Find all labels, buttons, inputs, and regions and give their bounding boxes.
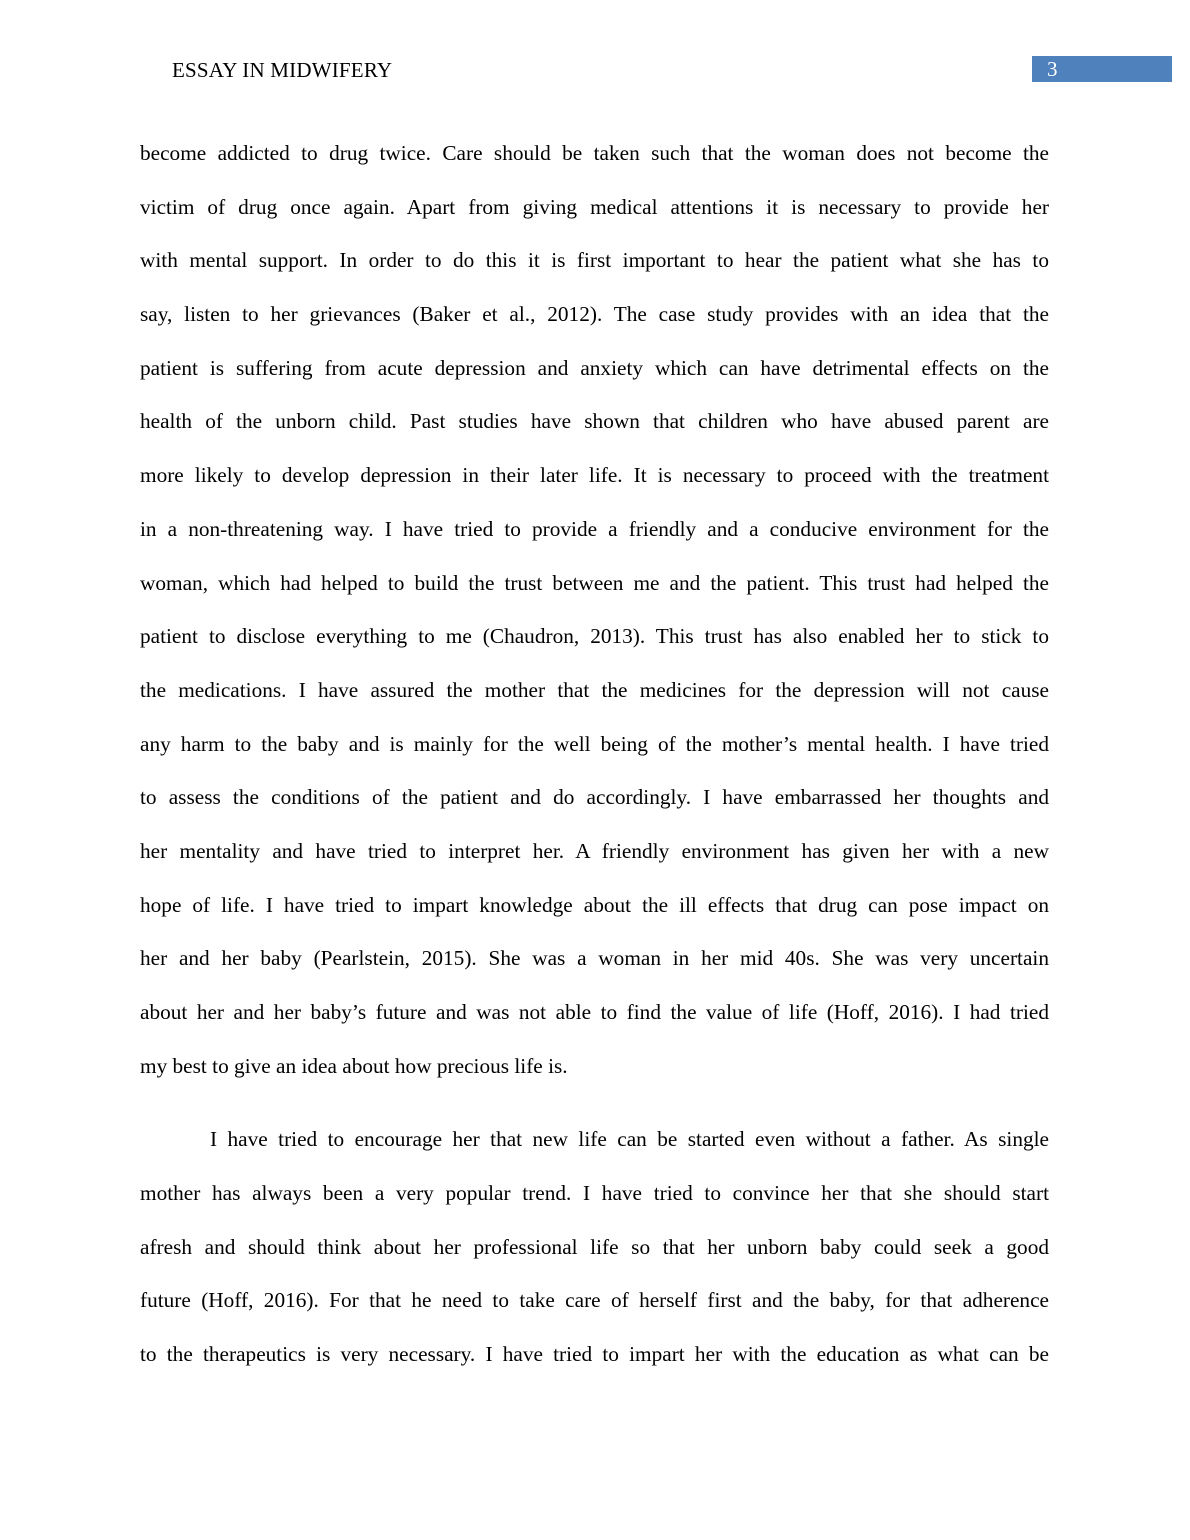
text-line: to assess the conditions of the patient and do accordingly. I have embarrassed her thoughts and <box>140 785 1049 810</box>
text-line: become addicted to drug twice. Care should be taken such that the woman does not become the <box>140 141 1049 165</box>
text-line: health of the unborn child. Past studies have shown that children who have abused parent are <box>140 409 1049 434</box>
text-line: in a non-threatening way. I have tried to provide a friendly and a conducive environment for the <box>140 516 1049 541</box>
text-line: patient to disclose everything to me (Chaudron, 2013). This trust has also enabled her to stick to <box>140 624 1049 649</box>
text-line: hope of life. I have tried to impart knowledge about the ill effects that drug can pose impact on <box>140 892 1049 917</box>
text-line: my best to give an idea about how precious life is. <box>140 1053 568 1078</box>
document-body <box>140 127 1049 1382</box>
paragraph-2 <box>140 1113 1049 1381</box>
text-line: about her and her baby’s future and was not able to find the value of life (Hoff, 2016). I had tried <box>140 1000 1049 1024</box>
text-line: with mental support. In order to do this it is first important to hear the patient what she has to <box>140 248 1049 273</box>
page-header <box>0 56 1190 84</box>
page-number: 3 <box>1047 57 1058 81</box>
text-line: mother has always been a very popular trend. I have tried to convince her that she should start <box>140 1181 1049 1206</box>
text-line: the medications. I have assured the mother that the medicines for the depression will not cause <box>140 677 1049 702</box>
text-line: more likely to develop depression in their later life. It is necessary to proceed with the treatment <box>140 463 1049 488</box>
text-line: patient is suffering from acute depression and anxiety which can have detrimental effects on the <box>140 355 1049 380</box>
text-line: woman, which had helped to build the trust between me and the patient. This trust had helped the <box>140 570 1049 595</box>
text-line: say, listen to her grievances (Baker et al., 2012). The case study provides with an idea that the <box>140 302 1049 327</box>
page-number-box <box>1032 56 1172 82</box>
text-line: future (Hoff, 2016). For that he need to take care of herself first and the baby, for that adherence <box>140 1288 1049 1313</box>
text-line: I have tried to encourage her that new life can be started even without a father. As single <box>210 1127 1049 1152</box>
text-line: to the therapeutics is very necessary. I have tried to impart her with the education as what can be <box>140 1342 1049 1367</box>
text-line: any harm to the baby and is mainly for the well being of the mother’s mental health. I have tried <box>140 731 1049 756</box>
text-line: victim of drug once again. Apart from giving medical attentions it is necessary to provide her <box>140 194 1049 219</box>
text-line: her mentality and have tried to interpret her. A friendly environment has given her with a new <box>140 838 1049 863</box>
paragraph-1 <box>140 127 1049 1093</box>
text-line: her and her baby (Pearlstein, 2015). She was a woman in her mid 40s. She was very uncertain <box>140 946 1049 971</box>
running-head: ESSAY IN MIDWIFERY <box>172 58 393 82</box>
text-line: afresh and should think about her professional life so that her unborn baby could seek a good <box>140 1234 1049 1259</box>
